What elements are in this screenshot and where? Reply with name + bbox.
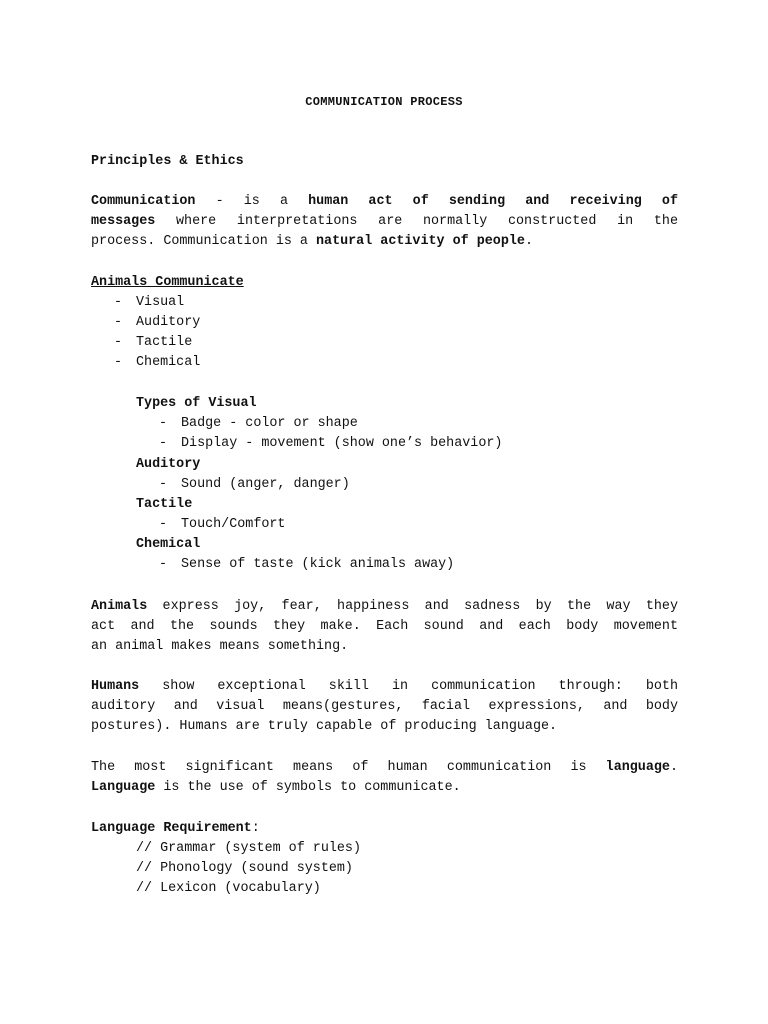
definition-line-3-pre: process. Communication is a <box>91 234 316 250</box>
definition-paragraph <box>91 192 678 253</box>
term-language: language <box>605 760 670 775</box>
section-subtitle: Principles & Ethics <box>91 154 244 169</box>
language-line-1-pre: The most significant means of human communication is <box>91 760 606 775</box>
types-visual-heading: Types of Visual <box>136 396 257 411</box>
language-line-2 <box>91 778 678 798</box>
list-item <box>159 434 502 454</box>
language-requirement-heading <box>91 819 260 839</box>
list-item: // Phonology (sound system) <box>136 861 353 876</box>
language-requirement-colon: : <box>251 821 260 836</box>
list-item-label: Auditory <box>136 315 201 330</box>
list-item-label: Badge - color or shape <box>181 416 358 431</box>
animals-line-1-rest: express joy, fear, happiness and sadness by the way they <box>147 599 678 614</box>
bullet-dash: - <box>159 416 168 431</box>
term-animals: Animals <box>91 599 148 614</box>
animals-line-1 <box>91 597 678 617</box>
bullet-dash: - <box>114 335 123 350</box>
list-item-label: Visual <box>136 295 185 310</box>
bullet-dash: - <box>159 517 168 532</box>
definition-line-2-rest: where interpretations are normally constructed in the <box>155 214 678 230</box>
list-item <box>159 555 454 575</box>
types-chemical-heading: Chemical <box>136 537 201 552</box>
list-item: // Lexicon (vocabulary) <box>136 881 321 896</box>
list-item <box>114 353 200 373</box>
list-item-label: Sense of taste (kick animals away) <box>181 557 455 572</box>
list-item <box>159 515 285 535</box>
definition-mid: - is a <box>195 194 309 209</box>
language-line-1-post: . <box>669 760 678 775</box>
language-paragraph <box>91 758 678 798</box>
list-item-label: Chemical <box>136 355 201 370</box>
bullet-dash: - <box>114 315 123 330</box>
definition-line-2 <box>91 212 678 232</box>
bullet-dash: - <box>159 557 168 572</box>
bullet-dash: - <box>114 355 123 370</box>
humans-paragraph <box>91 677 678 738</box>
list-item <box>159 475 350 495</box>
types-tactile-heading: Tactile <box>136 497 193 512</box>
animals-paragraph <box>91 597 678 658</box>
term-language-2: Language <box>91 780 156 796</box>
definition-line-1 <box>91 192 678 212</box>
list-item: // Grammar (system of rules) <box>136 841 361 856</box>
definition-bold-phrase: human act of sending and receiving of <box>308 194 678 209</box>
humans-line-1-rest: show exceptional skill in communication through: both <box>139 679 678 694</box>
language-requirement-label: Language Requirement <box>91 821 252 836</box>
animals-line-3: an animal makes means something. <box>91 639 349 655</box>
list-item <box>159 414 358 434</box>
bullet-dash: - <box>159 436 168 451</box>
list-item-label: Touch/Comfort <box>181 517 286 532</box>
animals-communicate-heading: Animals Communicate <box>91 275 244 290</box>
bullet-dash: - <box>114 295 123 310</box>
list-item <box>114 333 192 353</box>
language-line-1 <box>91 758 678 778</box>
definition-line-3-post: . <box>524 234 533 250</box>
term-communication: Communication <box>91 194 196 209</box>
language-line-2-rest: is the use of symbols to communicate. <box>155 780 461 796</box>
list-item-label: Tactile <box>136 335 193 350</box>
humans-line-2: auditory and visual means(gestures, facial expressions, and body <box>91 699 678 715</box>
list-item-label: Display - movement (show one’s behavior) <box>181 436 503 451</box>
term-messages: messages <box>91 214 156 230</box>
animals-line-2: act and the sounds they make. Each sound and each body movement <box>91 619 678 635</box>
definition-line-3 <box>91 232 678 252</box>
bullet-dash: - <box>159 477 168 492</box>
list-item-label: Sound (anger, danger) <box>181 477 350 492</box>
list-item <box>114 293 184 313</box>
humans-line-3: postures). Humans are truly capable of producing language. <box>91 719 558 735</box>
types-auditory-heading: Auditory <box>136 457 201 472</box>
humans-line-1 <box>91 677 678 697</box>
document-title: COMMUNICATION PROCESS <box>305 95 463 109</box>
list-item <box>114 313 200 333</box>
term-natural-activity: natural activity of people <box>316 234 525 250</box>
term-humans: Humans <box>91 679 140 694</box>
